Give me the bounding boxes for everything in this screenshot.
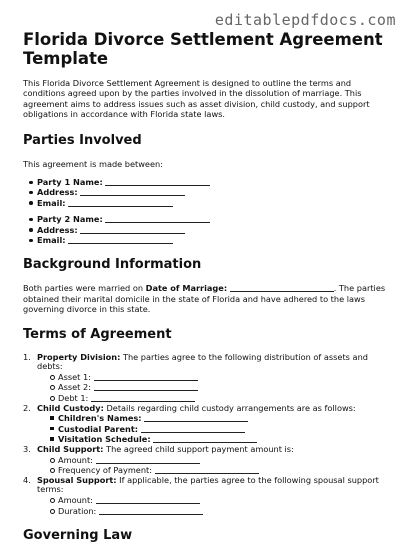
list-item (37, 198, 393, 208)
list-item (58, 382, 393, 393)
marriage-date-label: Date of Marriage: (145, 283, 228, 294)
parties-lead: This agreement is made between: (23, 158, 163, 169)
spousal-support-sublist (37, 495, 393, 516)
terms-list (23, 353, 393, 517)
spousal-duration-label: Duration: (58, 505, 97, 516)
intro-paragraph: This Florida Divorce Settlement Agreement is designed to outline the terms and conditions agreed upon by the parties involved in the dissolution of marriage. This agreement aims to address issues such as asset division, child custody, and support obligations in accordance with Florida state laws. (23, 78, 370, 120)
list-item (58, 506, 393, 517)
background-text-after: . The parties obtained their marital domicile in the state of Florida and have adhered to the laws governing divorce in this state. (23, 283, 386, 315)
term-text: The parties agree to the following distribution of assets and debts: (37, 351, 368, 372)
party1-email-field[interactable] (68, 198, 173, 207)
background-heading: Background Information (23, 257, 202, 273)
parties-heading: Parties Involved (23, 132, 142, 148)
list-item (58, 372, 393, 383)
term-item-child-support (23, 444, 393, 476)
party2-email-label: Email: (37, 235, 66, 246)
children-names-label: Children's Names: (58, 413, 142, 424)
term-label: Spousal Support: (37, 474, 117, 485)
spousal-amount-label: Amount: (58, 495, 93, 505)
custody-sublist (37, 413, 393, 445)
term-number: 1. (23, 351, 31, 362)
child-support-sublist (37, 455, 393, 476)
background-paragraph (23, 283, 393, 314)
list-item (37, 187, 393, 197)
party1-address-field[interactable] (80, 187, 185, 196)
visitation-schedule-field[interactable] (153, 434, 257, 443)
list-item (37, 214, 393, 224)
term-number: 2. (23, 402, 31, 413)
document-title: Florida Divorce Settlement Agreement Template (23, 30, 383, 68)
term-number: 3. (23, 444, 31, 455)
party1-name-field[interactable] (105, 177, 210, 186)
debt1-label: Debt 1: (58, 393, 89, 404)
list-item (58, 495, 393, 506)
asset1-label: Asset 1: (58, 371, 91, 382)
list-item (37, 177, 393, 187)
term-label: Property Division: (37, 351, 121, 362)
term-text: The agreed child support payment amount is: (103, 444, 294, 455)
payment-frequency-field[interactable] (155, 465, 259, 474)
visitation-schedule-label: Visitation Schedule: (58, 434, 151, 445)
watermark: editablepdfdocs.com (214, 11, 396, 29)
party2-address-field[interactable] (80, 225, 185, 234)
term-item-spousal-support (23, 474, 393, 516)
party1-address-label: Address: (37, 187, 78, 198)
list-item (58, 413, 393, 424)
term-text: If applicable, the parties agree to the following spousal support terms: (37, 474, 379, 495)
terms-heading: Terms of Agreement (23, 326, 172, 342)
governing-law-heading: Governing Law (23, 528, 133, 544)
support-amount-label: Amount: (58, 454, 93, 465)
spousal-duration-field[interactable] (99, 506, 203, 515)
asset1-field[interactable] (94, 372, 198, 381)
party1-list (23, 177, 393, 208)
asset2-label: Asset 2: (58, 382, 91, 393)
document-content (23, 30, 393, 544)
party2-email-field[interactable] (68, 235, 173, 244)
background-text-before: Both parties were married on (23, 283, 146, 294)
party2-name-field[interactable] (105, 214, 210, 223)
marriage-date-field[interactable] (230, 283, 334, 292)
party2-address-label: Address: (37, 224, 78, 235)
term-number: 4. (23, 474, 31, 485)
spousal-amount-field[interactable] (96, 495, 200, 504)
children-names-field[interactable] (144, 413, 248, 422)
custodial-parent-field[interactable] (141, 424, 245, 433)
term-item-custody (23, 402, 393, 445)
party2-name-label: Party 2 Name: (37, 214, 103, 225)
party1-name-label: Party 1 Name: (37, 177, 103, 188)
term-text: Details regarding child custody arrangements are as follows: (103, 402, 356, 413)
list-item (37, 225, 393, 235)
term-item-property (23, 351, 393, 404)
support-amount-field[interactable] (96, 455, 200, 464)
term-label: Child Custody: (37, 402, 104, 413)
list-item (58, 424, 393, 435)
list-item (37, 235, 393, 245)
party2-list (23, 214, 393, 245)
list-item (58, 455, 393, 466)
property-sublist (37, 372, 393, 404)
payment-frequency-label: Frequency of Payment: (58, 465, 152, 476)
party1-email-label: Email: (37, 197, 66, 208)
asset2-field[interactable] (94, 382, 198, 391)
debt1-field[interactable] (91, 393, 195, 402)
custodial-parent-label: Custodial Parent: (58, 423, 139, 434)
term-label: Child Support: (37, 444, 104, 455)
